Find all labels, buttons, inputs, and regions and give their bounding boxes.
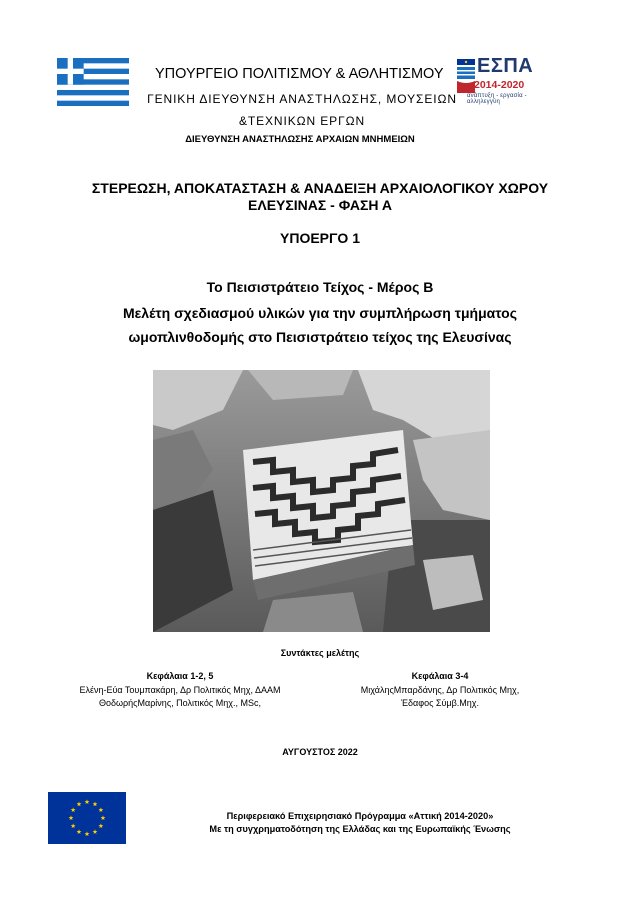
restoration-directorate: ΔΙΕΥΘΥΝΣΗ ΑΝΑΣΤΗΛΩΣΗΣ ΑΡΧΑΙΩΝ ΜΝΗΜΕΙΩΝ <box>185 134 415 145</box>
espa-flag-icon <box>457 59 475 93</box>
project-title-line2: ΕΛΕΥΣΙΝΑΣ - ΦΑΣΗ Α <box>248 197 392 213</box>
left-author-1: Ελένη-Εύα Τουμπακάρη, Δρ Πολιτικός Μηχ, ΔΑΑΜ <box>79 684 281 695</box>
project-title-line1: ΣΤΕΡΕΩΣΗ, ΑΠΟΚΑΤΑΣΤΑΣΗ & ΑΝΑΔΕΙΞΗ ΑΡΧΑΙΟΛΟΓΙΚΟΥ ΧΩΡΟΥ <box>91 180 549 196</box>
authors-right-column <box>320 670 560 711</box>
right-chapters: Κεφάλαια 3-4 <box>411 671 469 681</box>
general-directorate-line1: ΓΕΝΙΚΗ ΔΙΕΥΘΥΝΣΗ ΑΝΑΣΤΗΛΩΣΗΣ, ΜΟΥΣΕΙΩΝ <box>147 92 457 106</box>
espa-logo <box>455 55 545 107</box>
espa-years: 2014-2020 <box>474 79 525 91</box>
subproject-title: ΥΠΟΕΡΓΟ 1 <box>280 230 360 246</box>
funding-program <box>150 810 570 836</box>
espa-title: ΕΣΠΑ <box>477 55 534 77</box>
right-author-1: ΜιχάληςΜπαρδάνης, Δρ Πολιτικός Μηχ, <box>360 684 520 695</box>
right-author-2: Έδαφος Σύμβ.Μηχ. <box>400 698 480 708</box>
greek-flag-icon <box>57 58 129 106</box>
general-directorate <box>134 92 470 128</box>
study-title-line2: ωμοπλινθοδομής στο Πεισιστράτειο τείχος της Ελευσίνας <box>128 329 512 345</box>
archaeological-wall-photo <box>153 370 490 632</box>
study-title-line1: Μελέτη σχεδιασμού υλικών για την συμπλήρωση τμήματος <box>123 305 517 321</box>
document-date: ΑΥΓΟΥΣΤΟΣ 2022 <box>282 747 358 757</box>
program-line2: Με τη συγχρηματοδότηση της Ελλάδας και της Ευρωπαϊκής Ένωσης <box>209 824 511 834</box>
eu-flag-icon <box>48 792 126 844</box>
study-title <box>60 301 580 349</box>
espa-motto: ανάπτυξη - εργασία - αλληλεγγύη <box>467 93 527 105</box>
authors-left-column <box>40 670 320 711</box>
project-title <box>60 180 580 214</box>
general-directorate-line2: &ΤΕΧΝΙΚΩΝ ΕΡΓΩΝ <box>238 114 366 128</box>
left-chapters: Κεφάλαια 1-2, 5 <box>146 671 214 681</box>
ministry-name: ΥΠΟΥΡΓΕΙΟ ΠΟΛΙΤΙΣΜΟΥ & ΑΘΛΗΤΙΣΜΟΥ <box>155 66 444 82</box>
authors-heading: Συντάκτες μελέτης <box>280 648 360 658</box>
part-title: Το Πεισιστράτειο Τείχος - Μέρος Β <box>206 279 434 295</box>
left-author-2: ΘοδωρήςΜαρίνης, Πολιτικός Μηχ., MSc, <box>98 698 262 708</box>
program-line1: Περιφερειακό Επιχειρησιακό Πρόγραμμα «Αττική 2014-2020» <box>226 811 494 821</box>
